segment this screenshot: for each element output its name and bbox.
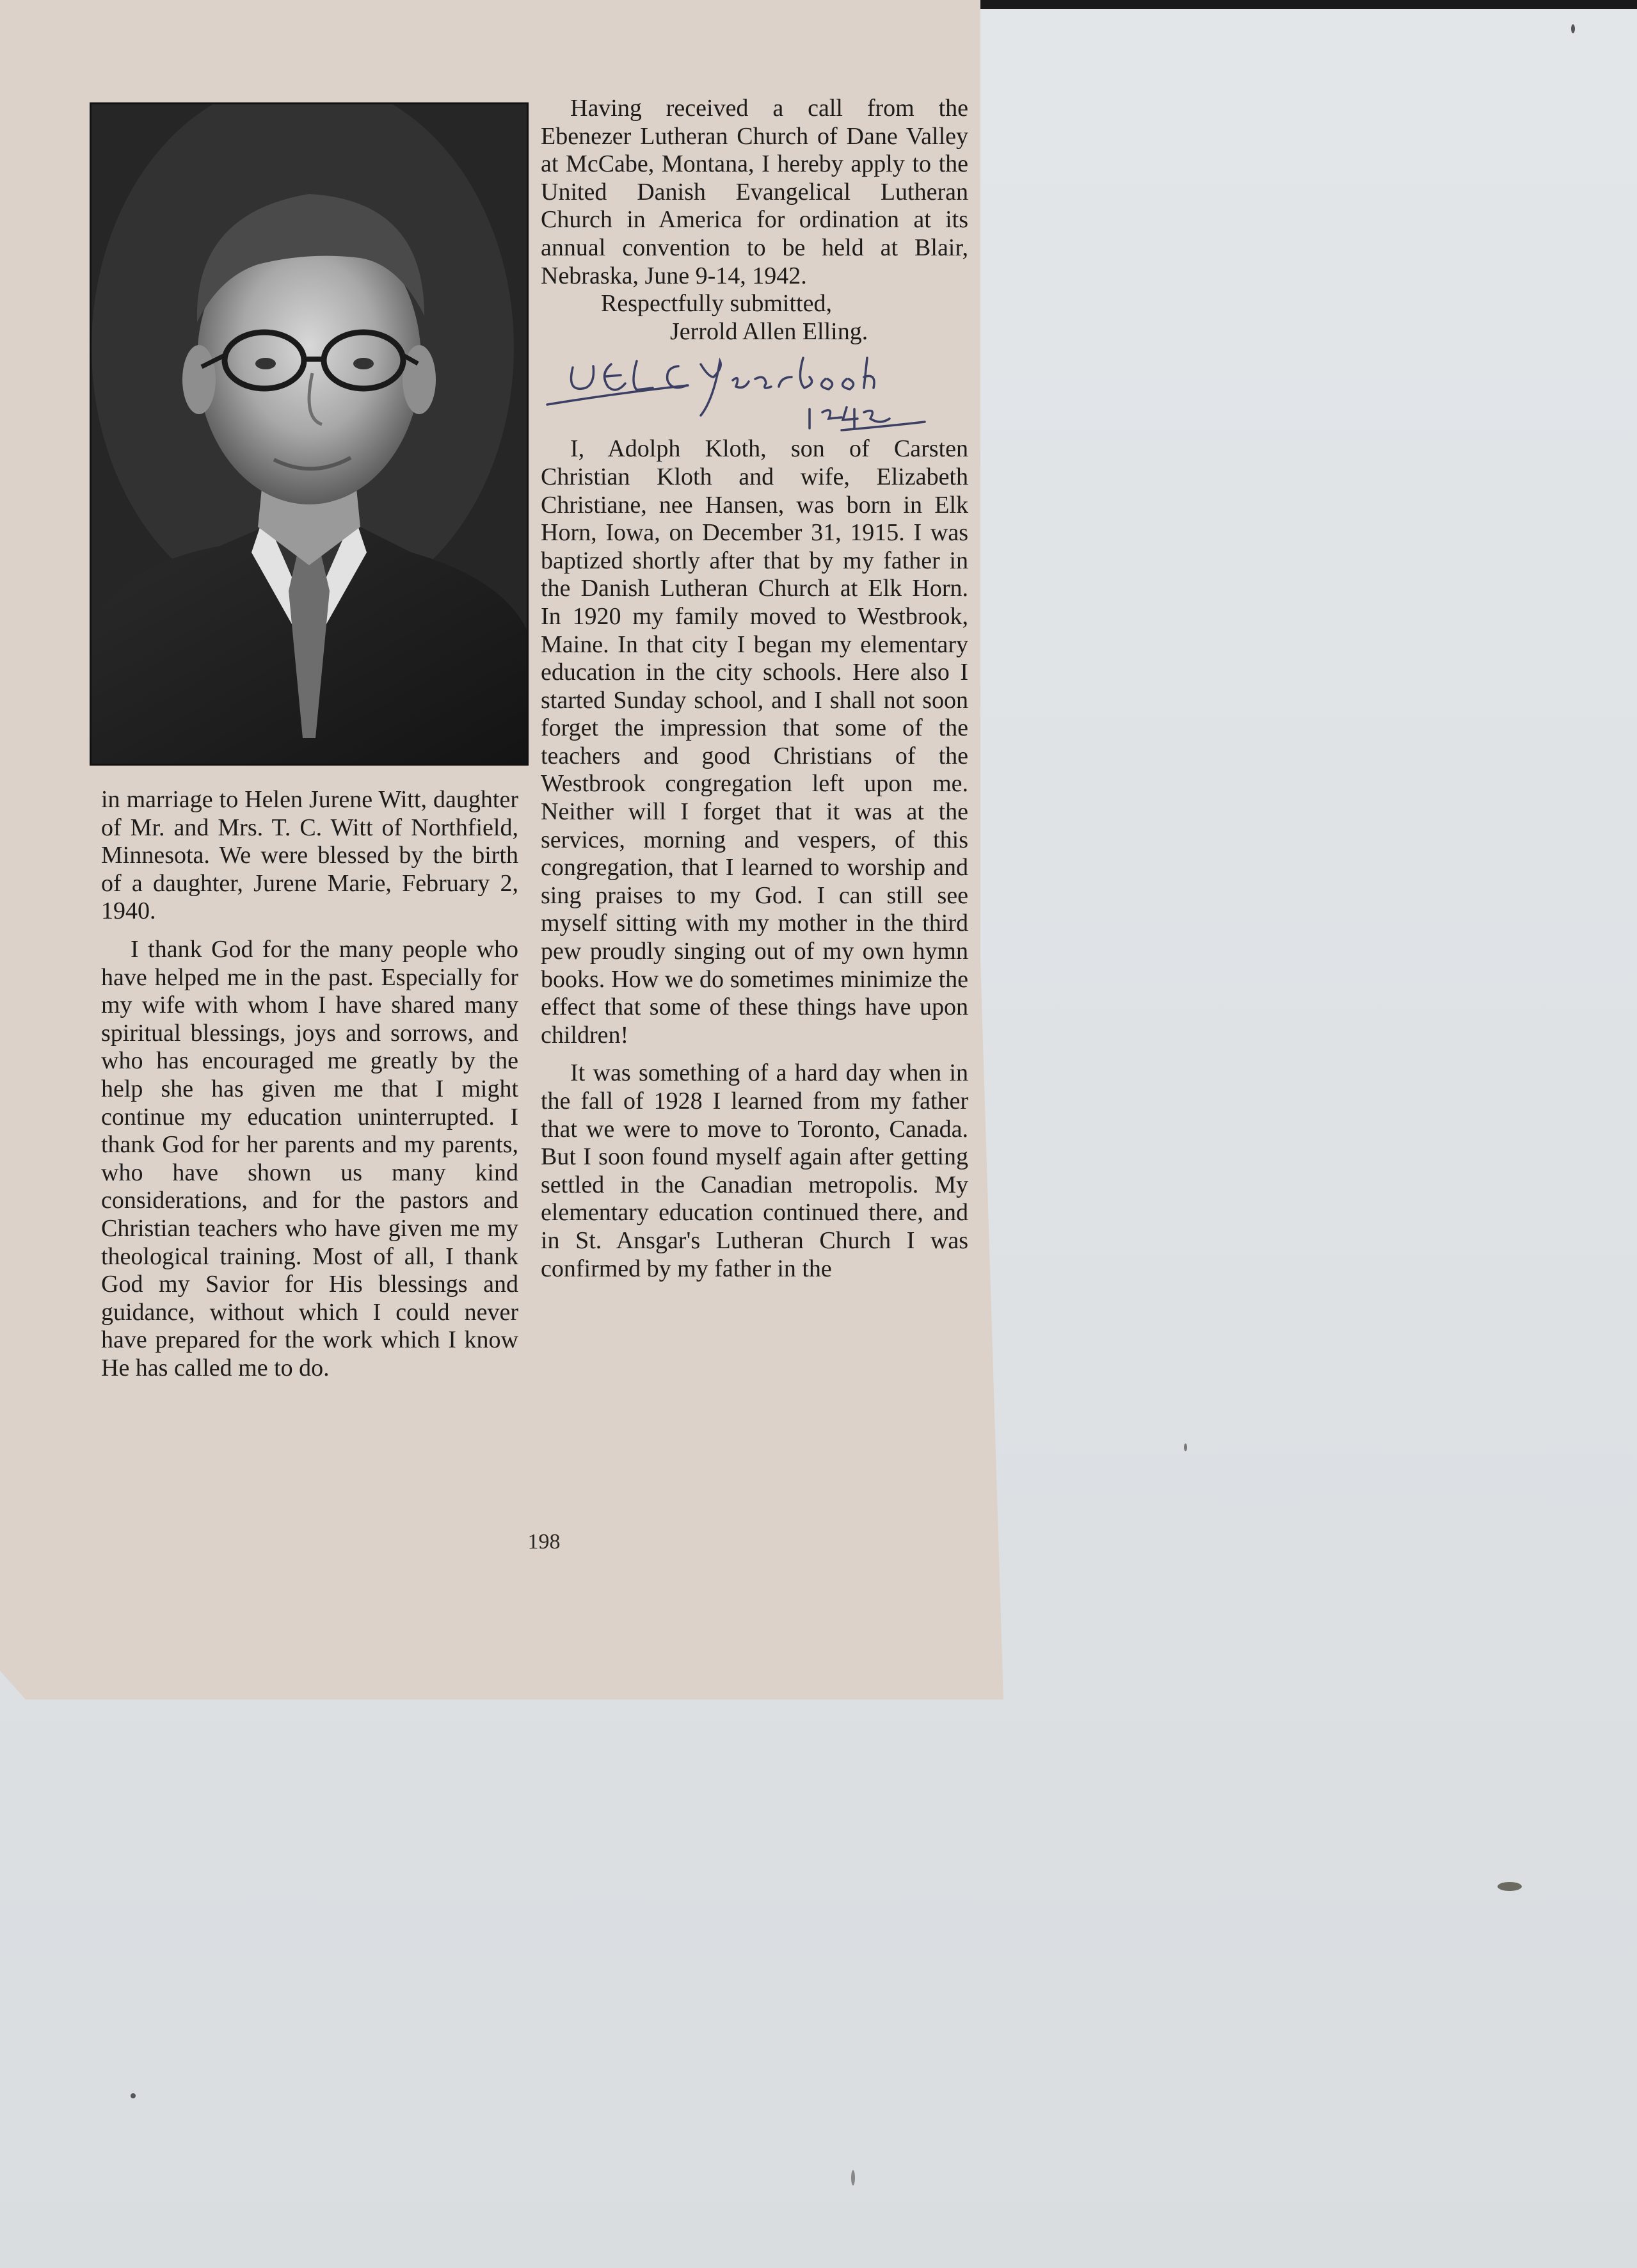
signature-name: Jerrold Allen Elling. [670,318,868,345]
handwritten-annotation [541,348,968,431]
closing-line: Respectfully submitted, [601,290,832,318]
thanks-paragraph: I thank God for the many people who have helped me in the past. Especially for my wife with whom I have shared many spiritual blessings, joys and sorrows, and who has encouraged me greatly by the help she has given me that I might continue my education uninterrupted. I thank God for her parents and my parents, who have shown us many kind considerations, and for the pastors and Christian teachers who have given me my theological training. Most of all, I thank God my Savior for His blessings and guidance, without which I could never have prepared for the work which I know He has called me to do. [101,935,518,1381]
portrait-photo [90,102,529,766]
left-column [101,786,518,1382]
dust-speck [1497,1882,1522,1891]
dust-speck [131,2093,136,2098]
handwritten-note-graphic [541,348,968,431]
marriage-paragraph: in marriage to Helen Jurene Witt, daughter of Mr. and Mrs. T. C. Witt of Northfield, Minnesota. We were blessed by the birth of a daughter, Jurene Marie, February 2, 1940. [101,786,518,925]
scanner-edge-strip [979,0,1637,9]
kloth-biography-p1: I, Adolph Kloth, son of Carsten Christian Kloth and wife, Elizabeth Christiane, nee Hansen, was born in Elk Horn, Iowa, on December 31, 1915. I was baptized shortly after that by my father in the Danish Lutheran Church at Elk Horn. In 1920 my family moved to Westbrook, Maine. In that city I began my elementary education in the city schools. Here also I started Sunday school, and I shall not soon forget the impression that some of the teachers and good Christians of the Westbrook congregation left upon me. Neither will I forget that it was at the services, morning and vespers, of this congregation, that I learned to worship and sing praises to my God. I can still see myself sitting with my mother in the third pew proudly singing out of my own hymn books. How we do sometimes minimize the effect that some of these things have upon children! [541,435,968,1049]
kloth-biography-p2: It was something of a hard day when in the fall of 1928 I learned from my father that we were to move to Toronto, Canada. But I soon found myself again after getting settled in the Canadian metropolis. My elementary education continued there, and in St. Ansgar's Lutheran Church I was confirmed by my father in the [541,1059,968,1282]
ordination-application: Having received a call from the Ebenezer Lutheran Church of Dane Valley at McCabe, Montana, I hereby apply to the United Danish Evangelical Lutheran Church in America for ordination at its annual convention to be held at Blair, Nebraska, June 9-14, 1942. [541,95,968,289]
dust-speck [1184,1444,1187,1451]
paragraph-gap [541,1049,968,1059]
paragraph-gap [101,926,518,936]
page-number: 198 [527,1530,561,1554]
dust-speck [1571,24,1575,33]
dust-speck [851,2170,855,2185]
portrait-illustration [92,104,527,764]
right-column [541,95,968,1283]
